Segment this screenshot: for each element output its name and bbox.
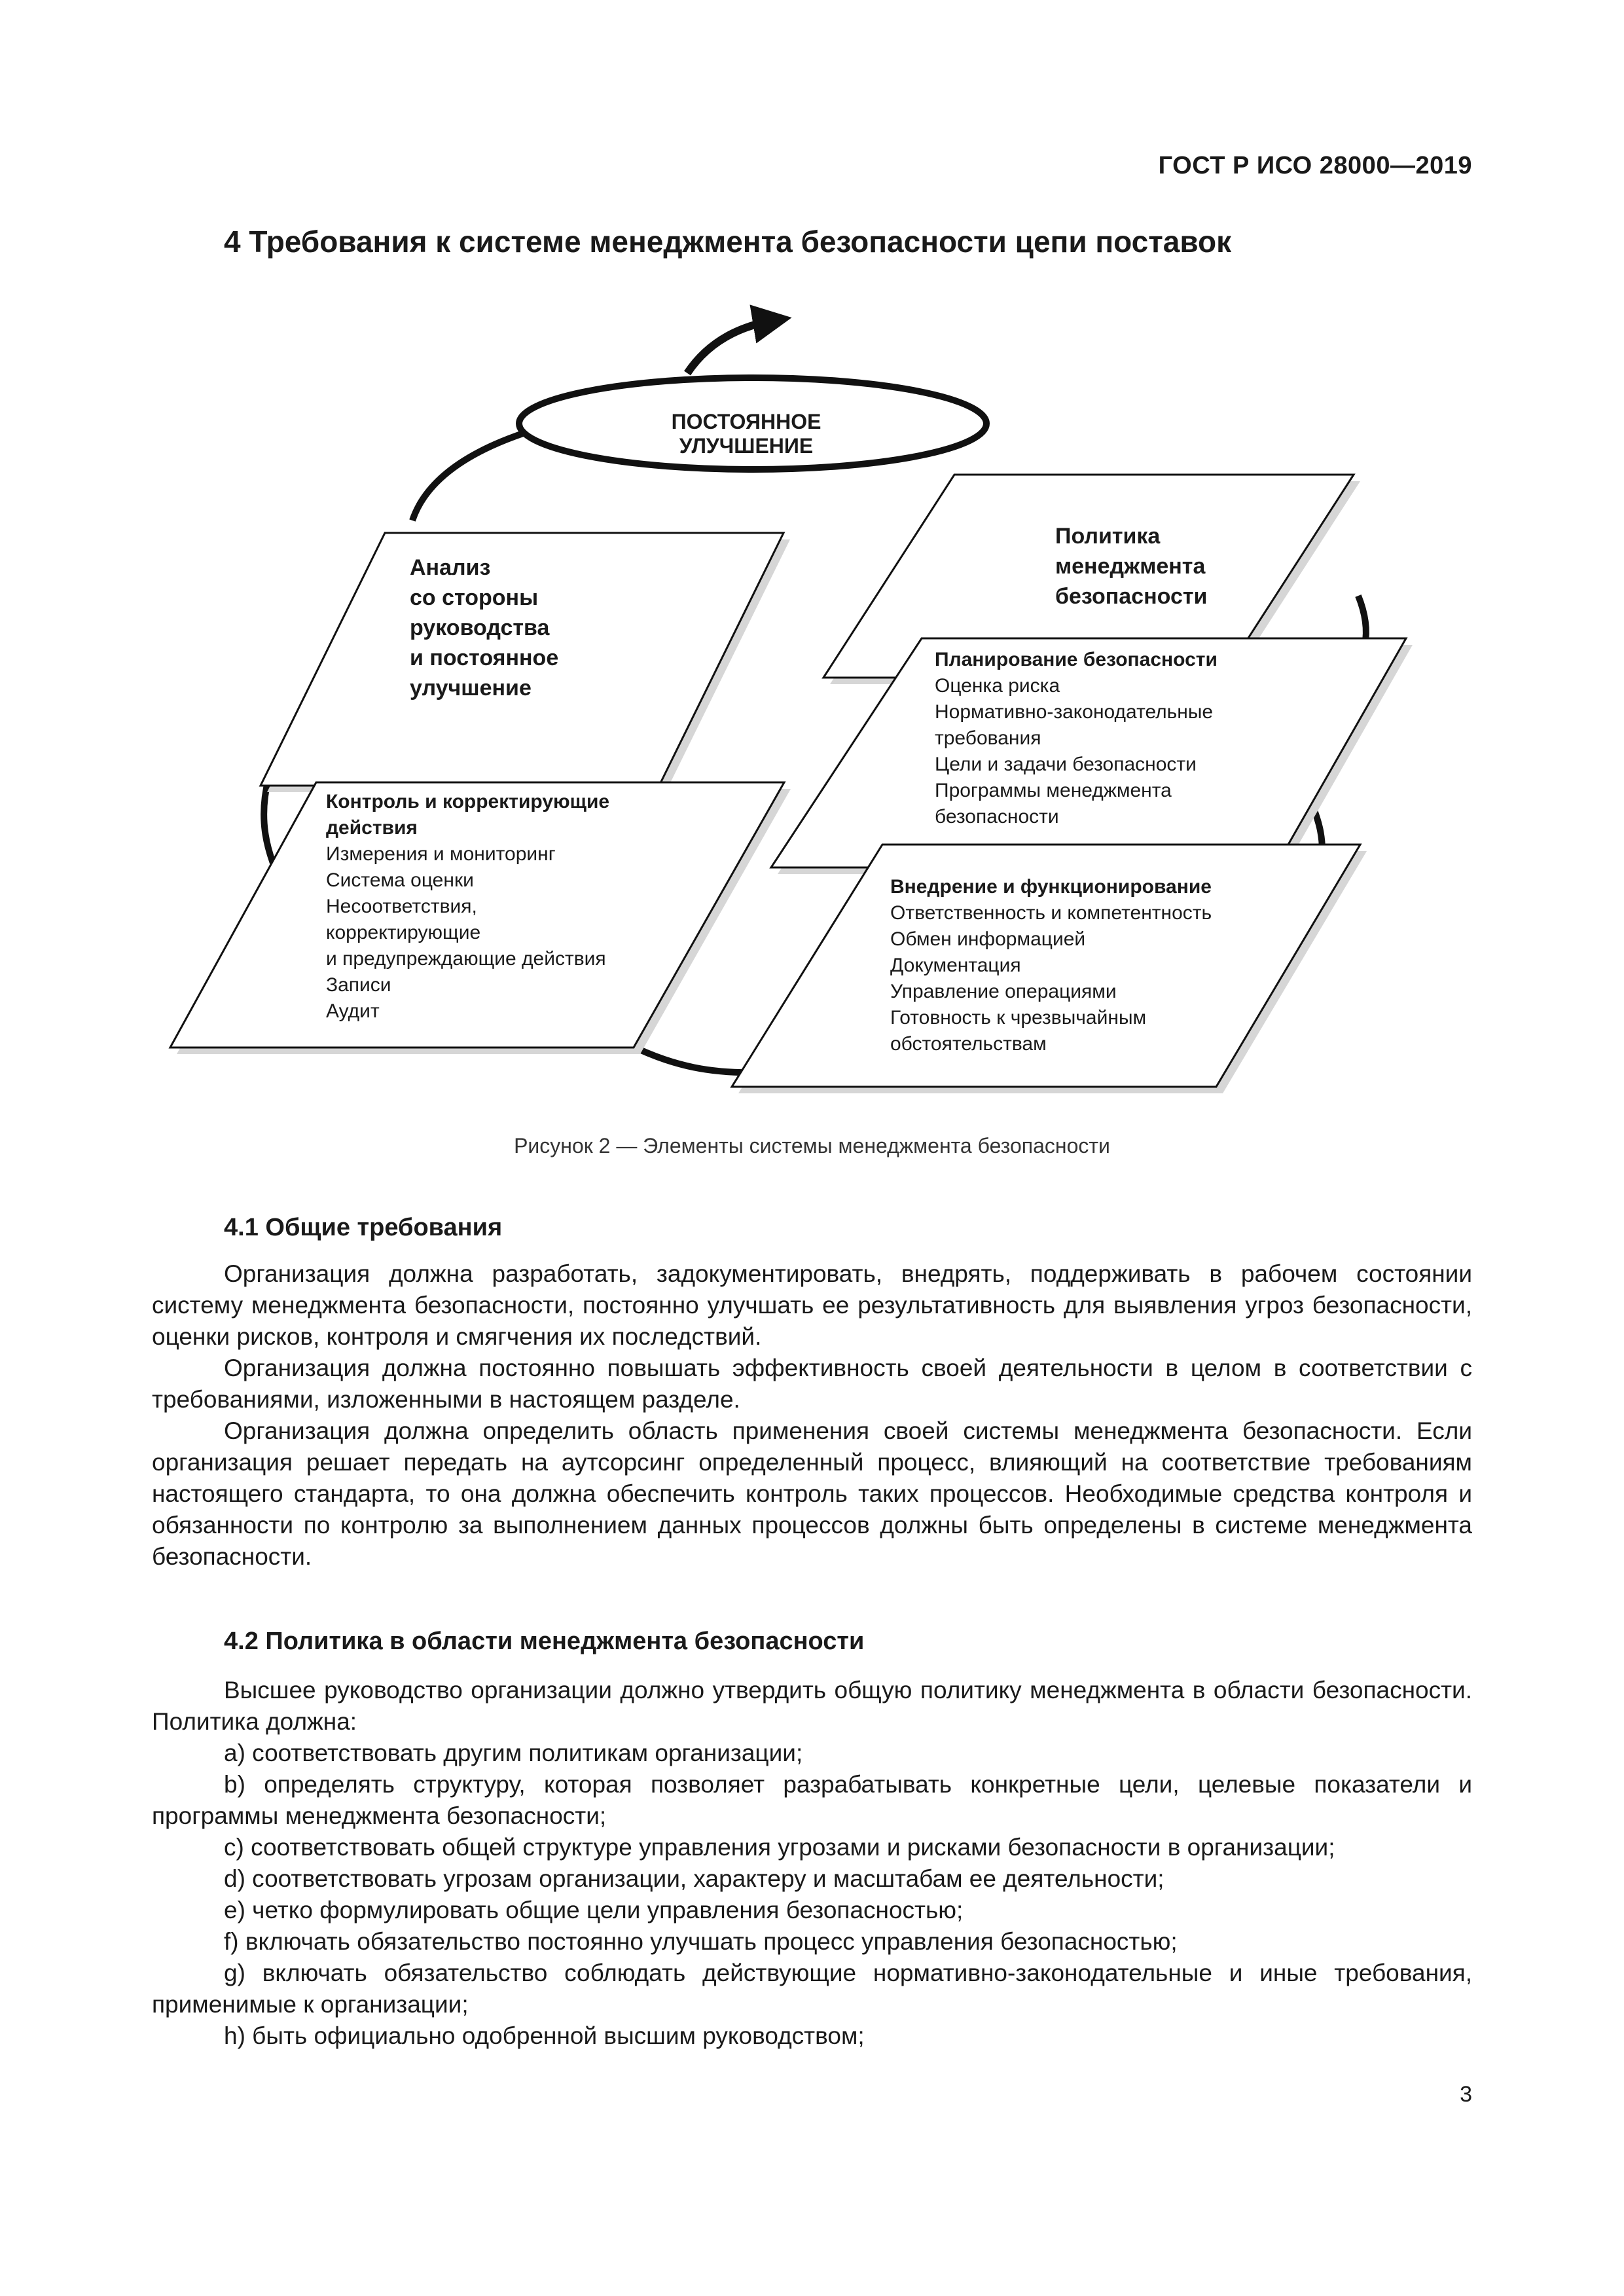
list-item: a) соответствовать другим политикам организации; [224,1740,803,1766]
implementation-item: обстоятельствам [890,1033,1047,1055]
control-item: Аудит [326,1000,380,1022]
control-item: Измерения и мониторинг [326,843,556,865]
planning-item: требования [935,727,1041,749]
review-line: улучшение [410,676,532,701]
review-line: Анализ [410,555,491,580]
planning-item: Цели и задачи безопасности [935,754,1197,775]
section-4-1-heading: 4.1 Общие требования [224,1214,503,1241]
control-item: Записи [326,974,391,996]
list-item: c) соответствовать общей структуре управления угрозами и рисками безопасности в организации; [224,1834,1335,1861]
policy-panel-text [1055,521,1207,611]
implementation-item: Документация [890,955,1021,976]
control-panel-text [326,789,609,1025]
cycle-label: ПОСТОЯННОЕ УЛУЧШЕНИЕ [671,410,821,458]
list-item: g) включать обязательство соблюдать действующие нормативно-законодательные и иные требования, применимые к организации; [152,1959,1472,2018]
figure-caption: Рисунок 2 — Элементы системы менеджмента безопасности [514,1134,1110,1157]
implementation-item: Управление операциями [890,981,1117,1002]
planning-item: Программы менеджмента [935,780,1172,801]
policy-line: безопасности [1055,584,1208,609]
review-line: и постоянное [410,646,559,670]
page-number: 3 [1460,2082,1472,2107]
paragraph: Организация должна определить область применения своей системы менеджмента безопасности. Если организация решает передать на аутсорсинг определенный процесс, влияющий на соответствие требованиям настоящего стандарта, то она должна обеспечить контроль таких процессов. Необходимые средства контроля и обязанности по контролю за выполнением данных процессов должны быть определены в системе менеджмента безопасности. [152,1417,1472,1570]
section-4-2-body [152,1675,1472,2052]
planning-item: безопасности [935,806,1059,828]
policy-line: Политика [1055,524,1161,549]
section-title: 4 Требования к системе менеджмента безопасности цепи поставок [224,225,1232,259]
control-item: корректирующие [326,922,481,943]
implementation-item: Готовность к чрезвычайным [890,1007,1147,1029]
implementation-item: Обмен информацией [890,928,1086,950]
list-item: e) четко формулировать общие цели управления безопасностью; [224,1897,964,1923]
review-line: со стороны [410,585,539,610]
section-4-1-body [152,1258,1472,1573]
planning-item: Оценка риска [935,675,1060,697]
review-panel-text [410,553,558,703]
list-item: h) быть официально одобренной высшим руководством; [224,2022,865,2049]
management-system-diagram [170,301,1466,1126]
planning-item: Нормативно-законодательные [935,701,1214,723]
control-heading: действия [326,817,418,839]
planning-panel-text [935,647,1218,830]
list-item: d) соответствовать угрозам организации, характеру и масштабам ее деятельности; [224,1865,1164,1892]
improvement-arrow [687,321,772,373]
list-item: f) включать обязательство постоянно улучшать процесс управления безопасностью; [224,1928,1178,1955]
section-4-2-heading: 4.2 Политика в области менеджмента безопасности [224,1628,865,1655]
control-item: Система оценки [326,869,474,891]
paragraph: Организация должна разработать, задокументировать, внедрять, поддерживать в рабочем состоянии систему менеджмента безопасности, постоянно улучшать ее результативность для выявления угроз безопасности, оценки рисков, контроля и смягчения их последствий. [152,1260,1472,1350]
implementation-item: Ответственность и компетентность [890,902,1212,924]
implementation-panel-text [890,874,1212,1057]
policy-line: менеджмента [1055,554,1206,579]
document-code: ГОСТ Р ИСО 28000—2019 [1158,152,1472,179]
review-line: руководства [410,615,550,640]
control-heading: Контроль и корректирующие [326,791,610,812]
list-item: b) определять структуру, которая позволяет разрабатывать конкретные цели, целевые показатели и программы менеджмента безопасности; [152,1771,1472,1829]
paragraph: Организация должна постоянно повышать эффективность своей деятельности в целом в соответствии с требованиями, изложенными в настоящем разделе. [152,1355,1472,1413]
implementation-heading: Внедрение и функционирование [890,876,1212,898]
planning-heading: Планирование безопасности [935,649,1218,670]
control-item: Несоответствия, [326,896,477,917]
paragraph: Высшее руководство организации должно утвердить общую политику менеджмента в области безопасности. Политика должна: [152,1677,1472,1735]
control-item: и предупреждающие действия [326,948,606,970]
